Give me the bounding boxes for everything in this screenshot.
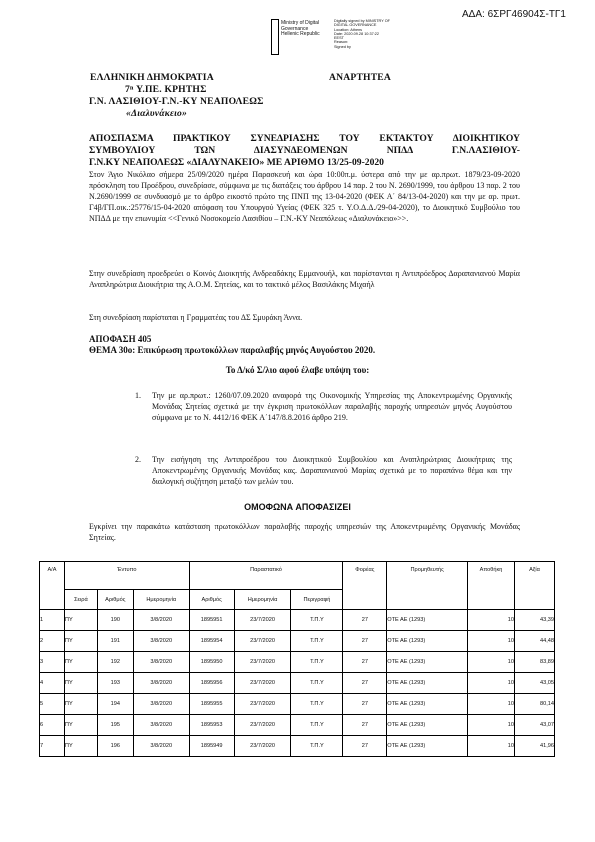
table-cell: 194 — [97, 694, 133, 715]
table-cell: 1895949 — [189, 736, 234, 757]
table-cell: ΟΤΕ ΑΕ (1293) — [387, 652, 468, 673]
subheader-seira: Σειρά — [64, 590, 97, 610]
header-ype: 7ⁿ Υ.ΠΕ. ΚΡΗΤΗΣ — [125, 84, 207, 95]
table-cell: 1 — [40, 610, 65, 631]
ministry-label: Ministry of Digital Governance Hellenic Republic — [281, 20, 320, 38]
table-cell: 10 — [468, 631, 515, 652]
table-cell: ΠΥ — [64, 715, 97, 736]
table-cell: 196 — [97, 736, 133, 757]
decision-subject: ΘΕΜΑ 30ο: Επικύρωση πρωτοκόλλων παραλαβής μηνός Αυγούστου 2020. — [89, 345, 376, 355]
protocols-table — [39, 561, 555, 757]
table-cell: ΟΤΕ ΑΕ (1293) — [387, 694, 468, 715]
table-cell: ΟΤΕ ΑΕ (1293) — [387, 673, 468, 694]
header-dialynakeio: «Διαλυνάκειο» — [126, 108, 188, 119]
subheader-perigrafi: Περιγραφή — [291, 590, 343, 610]
considered-item-1: 1. Την με αρ.πρωτ.: 1260/07.09.2020 αναφορά της Οικονομικής Υπηρεσίας της Αποκεντρωμένης Οργανικής Μονάδας Σητείας σχετικά με την έγκριση πρωτοκόλλων παραλαβής παροχής υπηρεσιών μηνός Αυγούστου σύμφωνα με το Ν. 4412/16 ΦΕΚ Α΄147/8.8.2016 άρθρο 219. — [135, 391, 512, 422]
table-cell: 3/8/2020 — [133, 652, 189, 673]
secretary-paragraph: Στη συνεδρίαση παρίσταται η Γραμματέας του ΔΣ Σμυράκη Άννα. — [89, 313, 303, 322]
subheader-par-arithmos: Αριθμός — [189, 590, 234, 610]
table-row — [40, 673, 555, 694]
header-axia: Αξία — [515, 562, 555, 610]
table-cell: ΠΥ — [64, 610, 97, 631]
table-cell: 5 — [40, 694, 65, 715]
table-cell: ΠΥ — [64, 694, 97, 715]
table-cell: Τ.Π.Υ — [291, 610, 343, 631]
table-cell: 80,14 — [515, 694, 555, 715]
table-cell: 23/7/2020 — [234, 631, 291, 652]
table-cell: 43,05 — [515, 673, 555, 694]
table-cell: 43,39 — [515, 610, 555, 631]
approval-paragraph: Εγκρίνει την παρακάτω κατάσταση πρωτοκόλλων παραλαβής παροχής υπηρεσιών της Αποκεντρωμένης Οργανικής Μονάδας Σητείας. — [89, 522, 520, 542]
table-row — [40, 631, 555, 652]
table-cell: 27 — [343, 610, 387, 631]
table-cell: 23/7/2020 — [234, 652, 291, 673]
table-cell: 1895953 — [189, 715, 234, 736]
document-title: ΑΠΟΣΠΑΣΜΑ ΠΡΑΚΤΙΚΟΥ ΣΥΝΕΔΡΙΑΣΗΣ ΤΟΥ ΕΚΤΑΚΤΟΥ ΔΙΟΙΚΗΤΙΚΟΥ ΣΥΜΒΟΥΛΙΟΥ ΤΩΝ ΔΙΑΣΥΝΔΕΟΜΕΝΩΝ ΝΠΔΔ Γ.Ν.ΛΑΣΙΘΙΟΥ- Γ.Ν.ΚΥ ΝΕΑΠΟΛΕΩΣ «ΔΙΑΛΥΝΑΚΕΙΟ» ΜΕ ΑΡΙΘΜΟ 13/25-09-2020 — [89, 133, 520, 168]
table-cell: 43,07 — [515, 715, 555, 736]
presiding-paragraph: Στην συνεδρίαση προεδρεύει ο Κοινός Διοικητής Ανδρεαδάκης Εμμανουήλ, και παρίστανται η Αντιπρόεδρος Δαραπανιανού Μαρία Αναπληρώτρια Διοικήτρια της Α.Ο.Μ. Σητείας, και το τακτικό μέλος Βασιλάκης Μιχαήλ — [89, 269, 520, 289]
table-cell: Τ.Π.Υ — [291, 652, 343, 673]
table-cell: 10 — [468, 694, 515, 715]
subheader-arithmos: Αριθμός — [97, 590, 133, 610]
table-cell: 10 — [468, 652, 515, 673]
table-cell: ΠΥ — [64, 652, 97, 673]
table-cell: 23/7/2020 — [234, 715, 291, 736]
table-cell: 41,96 — [515, 736, 555, 757]
emblem-icon — [271, 19, 279, 55]
table-cell: 3/8/2020 — [133, 694, 189, 715]
table-cell: 27 — [343, 694, 387, 715]
table-cell: 1895950 — [189, 652, 234, 673]
table-cell: 27 — [343, 631, 387, 652]
table-cell: 23/7/2020 — [234, 694, 291, 715]
table-cell: 44,48 — [515, 631, 555, 652]
decision-heading: ΟΜΟΦΩΝΑ ΑΠΟΦΑΣΙΖΕΙ — [244, 502, 351, 512]
table-row — [40, 652, 555, 673]
table-cell: 10 — [468, 715, 515, 736]
table-cell: 1895951 — [189, 610, 234, 631]
board-heading: Το Δ/κό Σ/λιο αφού έλαβε υπόψη του: — [225, 365, 370, 375]
table-cell: 4 — [40, 673, 65, 694]
header-hospital: Γ.Ν. ΛΑΣΙΘΙΟΥ-Γ.Ν.-ΚΥ ΝΕΑΠΟΛΕΩΣ — [89, 96, 264, 107]
header-anartitea: ΑΝΑΡΤΗΤΕΑ — [329, 72, 392, 83]
table-cell: 83,89 — [515, 652, 555, 673]
table-cell: 190 — [97, 610, 133, 631]
header-foreas: Φορέας — [343, 562, 387, 610]
table-row — [40, 715, 555, 736]
table-cell: 195 — [97, 715, 133, 736]
table-row — [40, 694, 555, 715]
table-cell: 2 — [40, 631, 65, 652]
table-cell: ΟΤΕ ΑΕ (1293) — [387, 631, 468, 652]
table-cell: 193 — [97, 673, 133, 694]
table-cell: 23/7/2020 — [234, 673, 291, 694]
intro-paragraph: Στον Άγιο Νικόλαο σήμερα 25/09/2020 ημέρα Παρασκευή και ώρα 10:00π.μ. ύστερα από την με αρ.πρωτ. 1879/23-09-2020 πρόσκληση του Προέδρου, συνεδρίασε, σύμφωνα με τις διατάξεις του άρθρου 14 παρ. 2 του Ν. 2690/1999, του άρθρου 13 παρ. 2 του Ν.2690/1999 σε συνδυασμό με το άρθρο εικοστό πρώτο της ΠΝΠ της 13-04-2020 (ΦΕΚ Α΄ 84/13-04-2020) και την με αρ. πρωτ. Γ4β/ΓΠ.οικ.:25776/15-04-2020 απόφαση του Υπουργού Υγείας (ΦΕΚ 325 τ. Υ.Ο.Δ.Δ./29-04-2020), το Διοικητικό Συμβούλιο του ΝΠΔΔ με την επωνυμία <<Γενικό Νοσοκομείο Λασιθίου – Γ.Ν.-ΚΥ Νεαπόλεως «Διαλυνάκειο»>>. — [89, 170, 520, 223]
table-cell: Τ.Π.Υ — [291, 631, 343, 652]
table-cell: 3/8/2020 — [133, 736, 189, 757]
table-cell: ΟΤΕ ΑΕ (1293) — [387, 610, 468, 631]
table-cell: Τ.Π.Υ — [291, 673, 343, 694]
header-entypo: Έντυπο — [64, 562, 189, 590]
table-cell: 10 — [468, 736, 515, 757]
header-aa: Α/Α — [40, 562, 65, 610]
table-cell: 6 — [40, 715, 65, 736]
table-cell: 3/8/2020 — [133, 715, 189, 736]
considered-item-2: 2. Την εισήγηση της Αντιπροέδρου του Διοικητικού Συμβουλίου και Αναπληρώτριας Διοικήτριας της Αποκεντρωμένης Οργανικής Μονάδας κας. Δαραπανιανού Μαρίας σχετικά με το παραπάνω θέμα και την διαλογική συζήτηση μεταξύ των μελών του. — [135, 455, 512, 486]
table-row — [40, 610, 555, 631]
table-cell: 3/8/2020 — [133, 631, 189, 652]
table-cell: 27 — [343, 652, 387, 673]
table-cell: 191 — [97, 631, 133, 652]
table-cell: Τ.Π.Υ — [291, 736, 343, 757]
table-cell: 3 — [40, 652, 65, 673]
ada-number: ΑΔΑ: 6ΣΡΓ46904Σ-ΤΓ1 — [462, 9, 566, 20]
table-cell: 10 — [468, 610, 515, 631]
table-cell: ΠΥ — [64, 673, 97, 694]
header-parastatiko: Παραστατικό — [189, 562, 343, 590]
table-cell: ΠΥ — [64, 736, 97, 757]
table-cell: ΟΤΕ ΑΕ (1293) — [387, 715, 468, 736]
table-cell: 27 — [343, 715, 387, 736]
subheader-imerominia: Ημερομηνία — [133, 590, 189, 610]
table-cell: 1895954 — [189, 631, 234, 652]
table-cell: 1895956 — [189, 673, 234, 694]
table-cell: 27 — [343, 673, 387, 694]
table-cell: 23/7/2020 — [234, 610, 291, 631]
header-promitheftis: Προμηθευτής — [387, 562, 468, 610]
table-cell: 1895955 — [189, 694, 234, 715]
table-cell: 192 — [97, 652, 133, 673]
table-row — [40, 736, 555, 757]
digital-signature-info: Digitally signed by MINISTRY OF DIGITAL GOVERNANCE Location: Athens Date: 2020.09.28 10:37:22 EEST Reason: Signed by — [334, 19, 390, 49]
table-cell: Τ.Π.Υ — [291, 715, 343, 736]
table-cell: 27 — [343, 736, 387, 757]
table-cell: 3/8/2020 — [133, 610, 189, 631]
table-cell: Τ.Π.Υ — [291, 694, 343, 715]
header-apothiki: Αποθήκη — [468, 562, 515, 610]
table-cell: 7 — [40, 736, 65, 757]
decision-number: ΑΠΟΦΑΣΗ 405 — [89, 334, 152, 344]
subheader-par-imerominia: Ημερομηνία — [234, 590, 291, 610]
table-cell: 3/8/2020 — [133, 673, 189, 694]
header-republic: ΕΛΛΗΝΙΚΗ ΔΗΜΟΚΡΑΤΙΑ — [90, 72, 214, 83]
table-cell: ΟΤΕ ΑΕ (1293) — [387, 736, 468, 757]
table-cell: 23/7/2020 — [234, 736, 291, 757]
table-cell: 10 — [468, 673, 515, 694]
table-cell: ΠΥ — [64, 631, 97, 652]
